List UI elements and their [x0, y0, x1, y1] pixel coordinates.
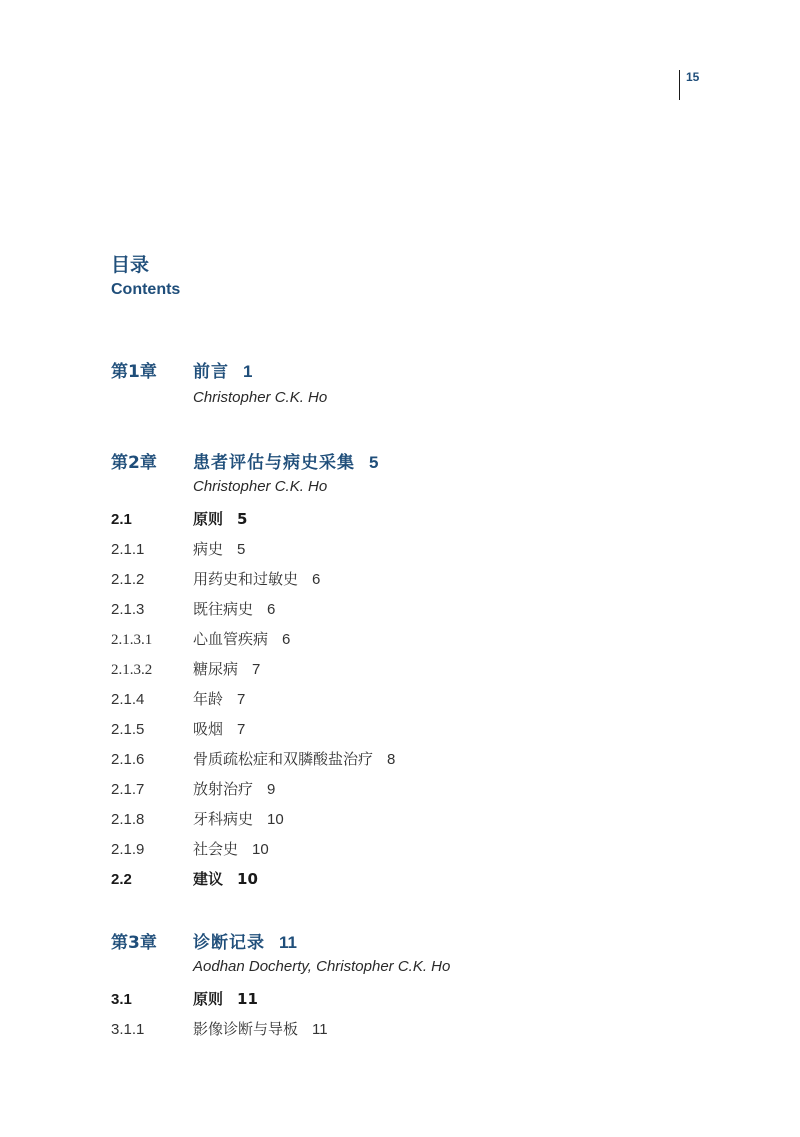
toc-entry-2-1-3-1[interactable] [111, 628, 290, 649]
section-title: 放射治疗 [193, 780, 254, 798]
page-ref: 10 [252, 841, 269, 858]
section-title: 病史 [193, 540, 224, 558]
toc-entry-2-1-6[interactable] [111, 748, 395, 769]
toc-title-chinese: 目录 [111, 254, 150, 276]
section-number: 2.1.6 [111, 751, 145, 768]
toc-entry-2-1-4[interactable] [111, 688, 245, 709]
toc-title-english: Contents [111, 281, 181, 298]
page-ref: 8 [387, 751, 396, 768]
section-title: 原则 [193, 510, 224, 528]
page-ref: 6 [282, 631, 291, 648]
page-ref: 11 [279, 933, 297, 952]
page-ref: 11 [237, 990, 258, 1008]
chapter-title: 诊断记录 [193, 933, 265, 953]
section-number: 2.1.3.1 [111, 632, 153, 648]
page-ref: 5 [237, 541, 246, 558]
toc-entry-3-1-1[interactable] [111, 1018, 328, 1039]
section-number: 2.1.1 [111, 541, 145, 558]
section-number: 2.1.3 [111, 601, 145, 618]
toc-entry-2-1-2[interactable] [111, 568, 320, 589]
section-number: 2.1.9 [111, 841, 145, 858]
page-ref: 6 [267, 601, 276, 618]
page-ref: 5 [237, 510, 248, 528]
toc-entry-2-1[interactable] [111, 508, 247, 529]
toc-entry-2-1-9[interactable] [111, 838, 269, 859]
section-title: 糖尿病 [193, 660, 239, 678]
section-title: 心血管疾病 [193, 630, 269, 648]
section-number: 2.2 [111, 871, 132, 888]
section-title: 牙科病史 [193, 810, 254, 828]
toc-entry-2-1-5[interactable] [111, 718, 245, 739]
chapter-number: 第1章 [111, 362, 157, 382]
toc-entry-3-1[interactable] [111, 988, 258, 1009]
page-ref: 6 [312, 571, 321, 588]
toc-entry-2-1-1[interactable] [111, 538, 245, 559]
page-ref: 7 [237, 721, 246, 738]
page-ref: 5 [369, 453, 379, 472]
section-title: 社会史 [193, 840, 239, 858]
page-number-marker [679, 70, 699, 100]
chapter-author: Christopher C.K. Ho [193, 389, 328, 406]
section-number: 2.1.2 [111, 571, 145, 588]
page-ref: 7 [237, 691, 246, 708]
section-number: 3.1.1 [111, 1021, 145, 1038]
page-ref: 9 [267, 781, 276, 798]
chapter-title: 患者评估与病史采集 [193, 453, 355, 473]
page-number: 15 [686, 70, 700, 84]
chapter-author: Aodhan Docherty, Christopher C.K. Ho [193, 958, 451, 975]
toc-chapter-3[interactable] [111, 928, 297, 953]
section-title: 既往病史 [193, 600, 254, 618]
page-ref: 11 [312, 1021, 328, 1038]
section-number: 2.1.5 [111, 721, 145, 738]
section-number: 2.1.7 [111, 781, 145, 798]
section-title: 用药史和过敏史 [193, 570, 299, 588]
toc-entry-2-1-8[interactable] [111, 808, 284, 829]
section-number: 2.1 [111, 511, 132, 528]
section-title: 年龄 [193, 690, 224, 708]
toc-entry-2-1-3-2[interactable] [111, 658, 260, 679]
toc-entry-2-1-7[interactable] [111, 778, 275, 799]
toc-chapter-1[interactable] [111, 357, 252, 382]
section-title: 原则 [193, 990, 224, 1008]
section-title: 影像诊断与导板 [193, 1020, 299, 1038]
toc-chapter-2[interactable] [111, 448, 378, 473]
section-number: 3.1 [111, 991, 132, 1008]
section-title: 建议 [193, 870, 224, 888]
toc-entry-2-2[interactable] [111, 868, 258, 889]
section-number: 2.1.4 [111, 691, 145, 708]
page-ref: 10 [237, 870, 258, 888]
chapter-number: 第3章 [111, 933, 157, 953]
section-number: 2.1.3.2 [111, 662, 153, 678]
chapter-number: 第2章 [111, 453, 157, 473]
chapter-author: Christopher C.K. Ho [193, 478, 328, 495]
section-title: 吸烟 [193, 720, 224, 738]
section-title: 骨质疏松症和双膦酸盐治疗 [193, 750, 374, 768]
page-ref: 7 [252, 661, 261, 678]
toc-entry-2-1-3[interactable] [111, 598, 275, 619]
section-number: 2.1.8 [111, 811, 145, 828]
page-ref: 1 [243, 362, 253, 381]
page-ref: 10 [267, 811, 284, 828]
chapter-title: 前言 [193, 362, 229, 382]
